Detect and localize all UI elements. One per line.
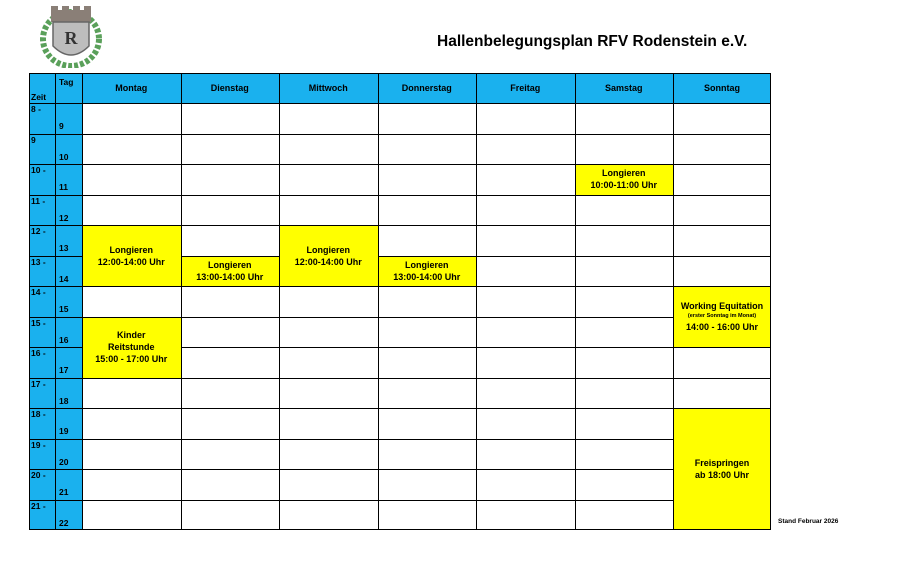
schedule-event xyxy=(181,256,280,287)
time-end: 16 xyxy=(59,334,69,345)
grid-line xyxy=(476,347,575,348)
schedule-event xyxy=(673,408,771,530)
grid-line xyxy=(673,73,674,530)
grid-line xyxy=(575,195,674,196)
time-end: 22 xyxy=(59,517,69,528)
grid-line xyxy=(29,195,82,196)
grid-line xyxy=(378,408,477,409)
grid-line xyxy=(29,408,82,409)
time-end: 11 xyxy=(59,182,68,192)
grid-line xyxy=(476,500,575,501)
grid-line xyxy=(82,317,181,318)
time-end: 20 xyxy=(59,456,69,467)
grid-line xyxy=(82,134,181,135)
grid-line xyxy=(29,73,30,530)
grid-line xyxy=(82,408,181,409)
grid-line xyxy=(673,134,771,135)
grid-line xyxy=(673,378,771,379)
time-start: 20 - xyxy=(31,470,46,480)
event-line: (erster Sonntag im Monat) xyxy=(687,313,757,319)
grid-line xyxy=(476,408,575,409)
grid-line xyxy=(476,378,575,379)
time-start: 12 - xyxy=(31,226,46,236)
event-line: 12:00-14:00 Uhr xyxy=(294,256,362,267)
grid-line xyxy=(29,164,82,165)
grid-line xyxy=(279,347,378,348)
time-end: 17 xyxy=(59,365,69,375)
grid-line xyxy=(279,500,378,501)
grid-line xyxy=(82,225,181,226)
schedule-event xyxy=(378,256,477,287)
event-line: Longieren xyxy=(207,259,252,270)
grid-line xyxy=(29,73,771,74)
grid-line xyxy=(476,256,575,257)
schedule-event xyxy=(575,164,674,195)
day-header: Mittwoch xyxy=(308,83,348,93)
time-start: 8 - xyxy=(31,104,41,114)
grid-line xyxy=(29,103,771,104)
grid-line xyxy=(378,256,477,257)
schedule-event xyxy=(279,225,378,286)
time-start: 19 - xyxy=(31,439,46,450)
grid-line xyxy=(279,408,378,409)
time-end: 14 xyxy=(59,273,69,284)
grid-line xyxy=(575,500,674,501)
grid-line xyxy=(279,439,378,440)
grid-line xyxy=(673,225,771,226)
event-line: Reitstunde xyxy=(107,342,155,352)
grid-line xyxy=(279,195,378,196)
grid-line xyxy=(82,500,181,501)
header-zeit: Zeit xyxy=(31,92,47,102)
event-line: Longieren xyxy=(601,168,646,179)
grid-line xyxy=(476,225,575,226)
event-line: Longieren xyxy=(306,244,350,255)
time-end: 9 xyxy=(59,121,64,131)
grid-line xyxy=(279,73,280,530)
grid-line xyxy=(181,317,280,318)
day-header: Freitag xyxy=(510,83,541,93)
grid-line xyxy=(673,408,771,409)
grid-line xyxy=(29,439,82,440)
day-header: Sonntag xyxy=(704,83,740,93)
grid-line xyxy=(378,378,477,379)
time-start: 18 - xyxy=(31,409,46,419)
club-crest-icon xyxy=(36,6,106,68)
stand-date: Stand Februar 2026 xyxy=(778,518,839,525)
event-line: Freispringen xyxy=(694,458,750,468)
grid-line xyxy=(378,439,477,440)
grid-line xyxy=(476,73,477,530)
grid-line xyxy=(575,347,674,348)
grid-line xyxy=(575,164,674,165)
grid-line xyxy=(575,469,674,470)
grid-line xyxy=(29,286,82,287)
grid-line xyxy=(575,408,674,409)
time-start: 10 - xyxy=(31,165,46,175)
schedule-table xyxy=(29,73,771,530)
grid-line xyxy=(279,134,378,135)
grid-line xyxy=(279,469,378,470)
grid-line xyxy=(378,134,477,135)
grid-line xyxy=(279,286,378,287)
event-line: 10:00-11:00 Uhr xyxy=(590,180,658,191)
grid-line xyxy=(82,195,181,196)
time-end: 15 xyxy=(59,304,69,314)
grid-line xyxy=(378,469,477,470)
grid-line xyxy=(575,378,674,379)
time-start: 17 - xyxy=(31,378,46,389)
grid-line xyxy=(181,469,280,470)
time-start: 15 - xyxy=(31,317,46,328)
time-end: 21 xyxy=(59,487,69,497)
day-header: Dienstag xyxy=(210,83,249,93)
time-start: 14 - xyxy=(31,287,46,297)
grid-line xyxy=(575,73,576,530)
time-start: 16 - xyxy=(31,348,46,358)
grid-line xyxy=(181,195,280,196)
page-title: Hallenbelegungsplan RFV Rodenstein e.V. xyxy=(437,33,748,50)
grid-line xyxy=(181,73,182,530)
time-start: 13 - xyxy=(31,256,46,267)
grid-line xyxy=(476,439,575,440)
grid-line xyxy=(29,256,82,257)
grid-line xyxy=(82,164,181,165)
grid-line xyxy=(279,317,378,318)
grid-line xyxy=(476,134,575,135)
grid-line xyxy=(29,529,771,530)
grid-line xyxy=(181,378,280,379)
grid-line xyxy=(378,164,477,165)
grid-line xyxy=(29,378,82,379)
schedule-event xyxy=(82,317,181,378)
grid-line xyxy=(29,317,82,318)
grid-line xyxy=(673,256,771,257)
grid-line xyxy=(673,164,771,165)
grid-line xyxy=(82,378,181,379)
time-end: 19 xyxy=(59,426,69,436)
grid-line xyxy=(575,439,674,440)
day-header: Montag xyxy=(115,83,148,93)
grid-line xyxy=(181,347,280,348)
grid-line xyxy=(29,469,82,470)
grid-line xyxy=(476,164,575,165)
event-line: Working Equitation xyxy=(680,301,764,311)
grid-line xyxy=(378,286,477,287)
grid-line xyxy=(673,195,771,196)
schedule-event xyxy=(82,225,181,286)
time-end: 13 xyxy=(59,243,69,253)
grid-line xyxy=(181,408,280,409)
time-start: 11 - xyxy=(31,195,46,206)
schedule-event xyxy=(673,286,771,347)
grid-line xyxy=(82,439,181,440)
grid-line xyxy=(476,469,575,470)
grid-line xyxy=(181,439,280,440)
time-start: 21 - xyxy=(31,500,46,511)
grid-line xyxy=(476,286,575,287)
event-line: 13:00-14:00 Uhr xyxy=(393,271,461,282)
grid-line xyxy=(181,256,280,257)
grid-line xyxy=(770,73,771,530)
grid-line xyxy=(279,378,378,379)
day-header: Samstag xyxy=(604,83,643,93)
grid-line xyxy=(82,73,83,530)
grid-line xyxy=(673,347,771,348)
svg-text:R: R xyxy=(64,28,78,48)
grid-line xyxy=(476,317,575,318)
day-header: Donnerstag xyxy=(401,83,452,93)
grid-line xyxy=(575,134,674,135)
grid-line xyxy=(378,73,379,530)
grid-line xyxy=(575,225,674,226)
grid-line xyxy=(476,195,575,196)
event-line: 14:00 - 16:00 Uhr xyxy=(685,322,759,332)
grid-line xyxy=(82,286,181,287)
grid-line xyxy=(55,73,56,530)
event-line: ab 18:00 Uhr xyxy=(694,470,750,480)
time-start: 9 xyxy=(31,134,36,145)
grid-line xyxy=(279,164,378,165)
grid-line xyxy=(378,347,477,348)
grid-line xyxy=(673,286,771,287)
event-line: 15:00 - 17:00 Uhr xyxy=(95,354,168,364)
event-line: Longieren xyxy=(109,244,153,255)
grid-line xyxy=(181,225,280,226)
event-line: Kinder xyxy=(116,330,146,340)
grid-line xyxy=(575,317,674,318)
grid-line xyxy=(29,225,82,226)
grid-line xyxy=(575,286,674,287)
grid-line xyxy=(82,469,181,470)
grid-line xyxy=(181,500,280,501)
grid-line xyxy=(29,500,82,501)
grid-line xyxy=(181,286,280,287)
grid-line xyxy=(279,225,378,226)
header-tag: Tag xyxy=(59,77,74,87)
grid-line xyxy=(29,134,82,135)
grid-line xyxy=(181,134,280,135)
grid-line xyxy=(378,225,477,226)
event-line: 13:00-14:00 Uhr xyxy=(196,271,264,282)
grid-line xyxy=(378,500,477,501)
time-end: 12 xyxy=(59,212,69,223)
grid-line xyxy=(378,317,477,318)
time-end: 18 xyxy=(59,395,69,406)
time-end: 10 xyxy=(59,151,69,162)
event-line: Longieren xyxy=(404,259,449,270)
grid-line xyxy=(575,256,674,257)
grid-line xyxy=(181,164,280,165)
event-line: 12:00-14:00 Uhr xyxy=(97,256,165,267)
grid-line xyxy=(378,195,477,196)
grid-line xyxy=(29,347,82,348)
